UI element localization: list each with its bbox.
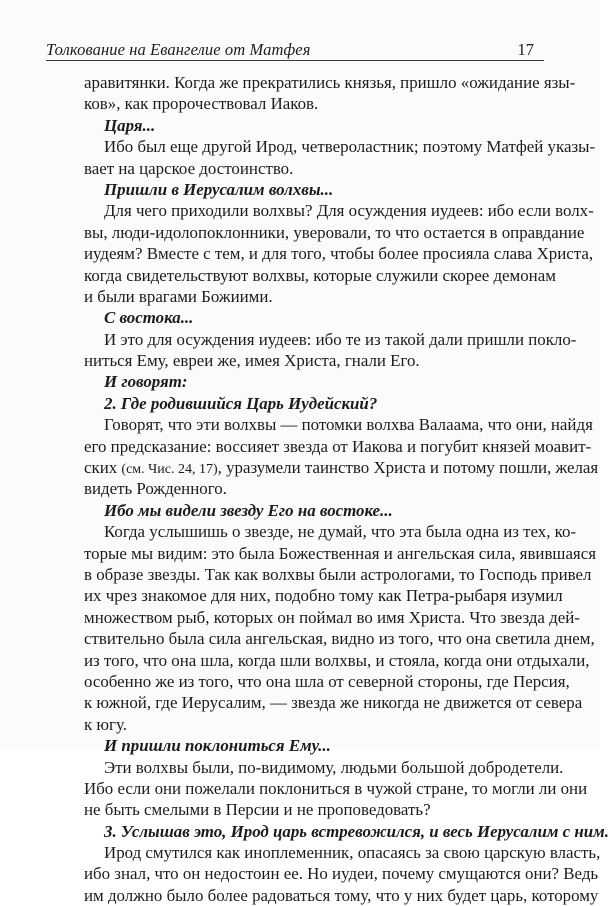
text-line: Ирод смутился как иноплеменник, опасаясь за свою царскую власть, [104, 843, 601, 863]
text-line: аравитянки. Когда же прекратились князья, пришло «ожидание язы- [84, 73, 576, 92]
text-line: ков», как пророчествовал Иаков. [84, 94, 319, 114]
verse-heading: 3. Услышав это, Ирод царь встревожился, и весь Иерусалим с ним. [104, 821, 609, 841]
body-text [84, 72, 609, 906]
text-line: и были врагами Божиими. [84, 286, 273, 306]
verse-heading: Пришли в Иерусалим волхвы... [104, 179, 334, 199]
text-line: иудеям? Вместе с тем, и для того, чтобы более просияла слава Христа, [84, 244, 594, 264]
verse-heading: С востока... [104, 308, 194, 328]
text-line: торые мы видим: это была Божественная и ангельская сила, явившаяся [84, 543, 596, 563]
text-line: видеть Рожденного. [84, 479, 227, 499]
text-line: вы, люди-идолопоклонники, уверовали, то что остается в оправдание [84, 222, 585, 242]
text-line: к южной, где Иерусалим, — звезда же никогда не движется от севера [84, 693, 583, 713]
text-line: Эти волхвы были, по-видимому, людьми большой добродетели. [104, 757, 564, 777]
text-line: вает на царское достоинство. [84, 158, 294, 178]
text-line: особенно же из того, что она шла от северной стороны, где Персия, [84, 671, 570, 691]
text-line: ствительно была сила ангельская, видно из того, что она светила днем, [84, 629, 595, 649]
text-line: ибо знал, что он недостоин ее. Но иудеи, почему смущаются они? Ведь [84, 864, 599, 884]
text-line [84, 457, 599, 478]
page-number: 17 [517, 40, 534, 59]
verse-heading: Ибо мы видели звезду Его на востоке... [104, 500, 393, 520]
text-segment: ских [84, 458, 118, 478]
text-line: из того, что она шла, когда шли волхвы, и стояла, когда они отдыхали, [84, 650, 590, 670]
text-line: Ибо был еще другой Ирод, четвероластник; поэтому Матфей указы- [104, 137, 596, 157]
running-title: Толкование на Евангелие от Матфея [46, 40, 311, 59]
text-line: И это для осуждения иудеев: ибо те из такой дали пришли покло- [104, 329, 577, 349]
text-line: к югу. [84, 714, 127, 734]
text-segment: , уразумели таинство Христа и потому пошли, желая [217, 458, 599, 478]
text-line: ниться Ему, евреи же, имея Христа, гнали Его. [84, 351, 420, 371]
verse-heading: И пришли поклониться Ему... [104, 736, 331, 756]
scripture-reference: (см. Чис. 24, 17) [121, 462, 218, 478]
text-line: Ибо если они пожелали поклониться в чужой стране, то могли ли они [84, 778, 588, 798]
text-line: им должно было более радоваться тому, что у них будет царь, которому [84, 885, 599, 905]
text-line: Говорят, что эти волхвы — потомки волхва Валаама, что они, найдя [104, 415, 593, 435]
running-header [46, 30, 544, 61]
text-line: их чрез знакомое для них, подобно тому как Петра-рыбаря изумил [84, 586, 563, 606]
text-line: когда свидетельствуют волхвы, которые служили скорее демонам [84, 265, 556, 285]
text-line: в образе звезды. Так как волхвы были астрологами, то Господь привел [84, 564, 592, 584]
text-line: множеством рыб, которых он поймал во имя Христа. Что звезда дей- [84, 607, 580, 627]
verse-heading: И говорят: [104, 372, 188, 392]
text-line: Для чего приходили волхвы? Для осуждения иудеев: ибо если волх- [104, 201, 594, 221]
text-line: Когда услышишь о звезде, не думай, что эта была одна из тех, ко- [104, 522, 577, 542]
text-line: его предсказание: воссияет звезда от Иакова и погубит князей моавит- [84, 436, 592, 456]
verse-heading: 2. Где родившийся Царь Иудейский? [104, 393, 378, 413]
text-line: не быть смелыми в Персии и не проповедовать? [84, 800, 431, 820]
verse-heading: Царя... [104, 115, 156, 135]
